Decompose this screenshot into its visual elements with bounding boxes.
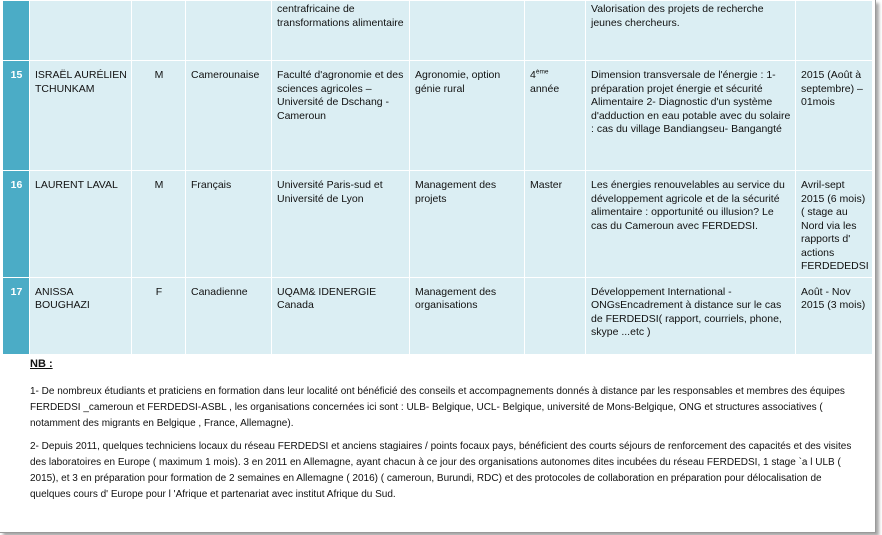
sex-cell: M xyxy=(132,61,186,171)
level-cell xyxy=(525,1,586,61)
name-cell: LAURENT LAVAL xyxy=(30,171,132,278)
level-text: Master xyxy=(530,179,563,191)
institution-cell: Faculté d'agronomie et des sciences agricoles – Université de Dschang -Cameroun xyxy=(272,61,410,171)
institution-cell: centrafricaine de transformations alimentaire xyxy=(272,1,410,61)
name-cell: ANISSA BOUGHAZI xyxy=(30,277,132,354)
table-row xyxy=(3,277,873,354)
level-superscript: ème xyxy=(535,68,549,76)
note-paragraph-2: 2- Depuis 2011, quelques techniciens locaux du réseau FERDEDSI et anciens stagiaires / points focaux pays, bénéficient des courts séjours de renforcement des capacités et des visites des laboratoires en Europe ( maximum 1 mois). 3 en 2011 en Allemagne, ayant chacun à ce jour des organisations autonomes dites incubées du réseau FERDEDSI, 1 stage `a l ULB ( 2015), et 3 en préparation pour formation de 2 semaines en Allemagne ( 2016) ( cameroun, Burundi, RDC) et des protocoles de collaboration en préparation pour délocalisation de quelques cours d' Europe pour l 'Afrique et partenariat avec institut Afrique du Sud. xyxy=(30,441,852,500)
name-cell xyxy=(30,1,132,61)
interns-table xyxy=(2,0,873,355)
sex-cell: F xyxy=(132,277,186,354)
row-number: 17 xyxy=(3,277,30,354)
level-cell xyxy=(525,171,586,278)
topic-cell: Les énergies renouvelables au service du développement agricole et de la sécurité alimentaire : opportunité ou illusion? Le cas du Cameroun avec FERDEDSI. xyxy=(586,171,796,278)
institution-cell: Université Paris-sud et Université de Lyon xyxy=(272,171,410,278)
table-row xyxy=(3,171,873,278)
level-text: 4 xyxy=(530,69,536,81)
sex-cell xyxy=(132,1,186,61)
topic-cell: Valorisation des projets de recherche jeunes chercheurs. xyxy=(586,1,796,61)
topic-cell: Développement International - ONGsEncadrement à distance sur le cas de FERDEDSI( rapport, courriels, phone, skype ...etc ) xyxy=(586,277,796,354)
field-cell: Agronomie, option génie rural xyxy=(410,61,525,171)
notes-title: NB : xyxy=(30,358,53,370)
nationality-cell: Canadienne xyxy=(186,277,272,354)
field-cell: Management des organisations xyxy=(410,277,525,354)
nationality-cell xyxy=(186,1,272,61)
sex-cell: M xyxy=(132,171,186,278)
institution-cell: UQAM& IDENERGIE Canada xyxy=(272,277,410,354)
period-cell xyxy=(796,1,873,61)
name-cell: ISRAËL AURÉLIEN TCHUNKAM xyxy=(30,61,132,171)
table-row xyxy=(3,61,873,171)
nationality-cell: Français xyxy=(186,171,272,278)
table-row xyxy=(3,1,873,61)
note-paragraph-1: 1- De nombreux étudiants et praticiens en formation dans leur localité ont bénéficié des conseils et accompagnements donnés à distance par les responsables et membres des équipes FERDEDSI _cameroun et FERDEDSI-ASBL , les organisations concernées ici sont : ULB- Belgique, UCL- Belgique, université de Mons-Belgique, ONG et structures associatives ( notamment des migrants en Belgique , France, Allemagne). xyxy=(30,386,845,429)
level-cell xyxy=(525,61,586,171)
nationality-cell: Camerounaise xyxy=(186,61,272,171)
period-cell: Avril-sept 2015 (6 mois) ( stage au Nord via les rapports d' actions FERDEDEDSI xyxy=(796,171,873,278)
level-cell xyxy=(525,277,586,354)
row-number: 16 xyxy=(3,171,30,278)
notes-section xyxy=(30,356,860,510)
level-suffix: année xyxy=(530,82,560,95)
period-cell: Août - Nov 2015 (3 mois) xyxy=(796,277,873,354)
field-cell: Management des projets xyxy=(410,171,525,278)
period-cell: 2015 (Août à septembre) – 01mois xyxy=(796,61,873,171)
row-number: 15 xyxy=(3,61,30,171)
row-number xyxy=(3,1,30,61)
field-cell xyxy=(410,1,525,61)
topic-cell: Dimension transversale de l'énergie : 1- préparation projet énergie et sécurité Alimentaire 2- Diagnostic d'un système d'adduction en eau potable avec du solaire : cas du village Bandiangseu- Bangangté xyxy=(586,61,796,171)
